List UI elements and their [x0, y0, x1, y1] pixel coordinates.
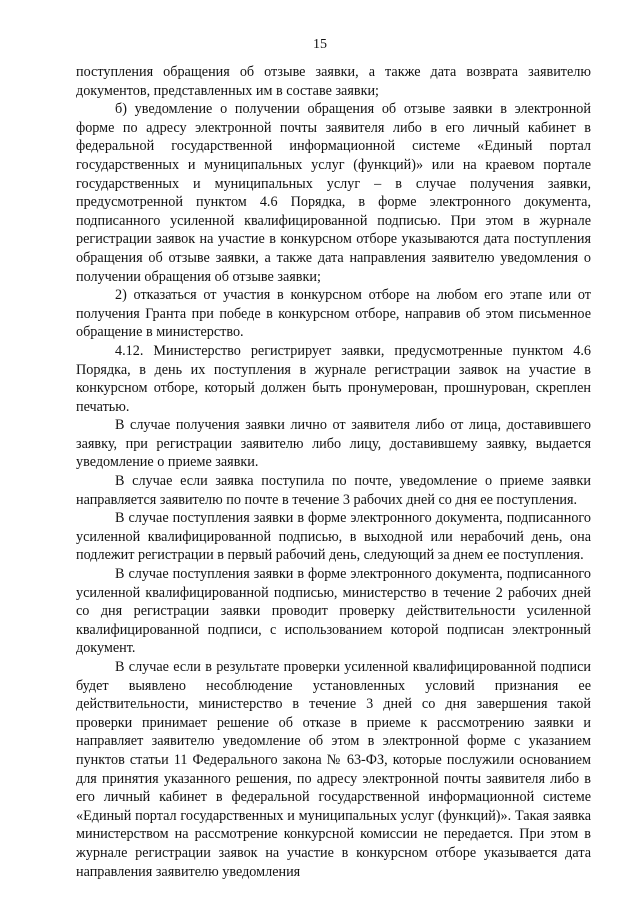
page-number: 15	[313, 37, 327, 52]
paragraph-item-2: 2) отказаться от участия в конкурсном отборе на любом его этапе или от получения Гранта при победе в конкурсном отборе, направив об этом письменное обращение в министерство.	[76, 287, 591, 341]
paragraph-signature-invalid: В случае если в результате проверки усиленной квалифицированной подписи будет выявлено несоблюдение установленных условий признания ее действительности, министерство в течение 3 дней со дня завершения такой проверки принимает решение об отказе в приеме к рассмотрению заявки и направляет заявителю уведомление об этом в электронной форме с указанием пунктов статьи 11 Федерального закона № 63-ФЗ, которые послужили основанием для принятия указанного решения, по адресу электронной почты заявителя либо в его личный кабинет в федеральной государственной информационной системе «Единый портал государственных и муниципальных услуг (функций)». Такая заявка министерством на рассмотрение конкурсной комиссии не передается. При этом в журнале регистрации заявок на участие в конкурсном отборе указывается дата направления заявителю уведомления	[76, 659, 591, 880]
paragraph-item-b: б) уведомление о получении обращения об отзыве заявки в электронной форме по адресу электронной почты заявителя либо в его личный кабинет в федеральной государственной информационной системе «Единый портал государственных и муниципальных услуг (функций)» или на краевом портале государственных и муниципальных услуг – в случае получения заявки, предусмотренной пунктом 4.6 Порядка, в форме электронного документа, подписанного усиленной квалифицированной подписью. При этом в журнале регистрации заявок на участие в конкурсном отборе указываются дата поступления обращения об отзыве заявки, а также дата направления заявителю уведомления о получении обращения об отзыве заявки;	[76, 101, 591, 285]
paragraph-postal-delivery: В случае если заявка поступила по почте, уведомление о приеме заявки направляется заявителю по почте в течение 3 рабочих дней со дня ее поступления.	[76, 473, 591, 508]
paragraph-personal-delivery: В случае получения заявки лично от заявителя либо от лица, доставившего заявку, при регистрации заявителю либо лицу, доставившему заявку, выдается уведомление о приеме заявки.	[76, 417, 591, 471]
page-body	[76, 63, 591, 881]
paragraph-continuation: поступления обращения об отзыве заявки, а также дата возврата заявителю документов, представленных им в составе заявки;	[76, 64, 591, 99]
paragraph-electronic-weekend: В случае поступления заявки в форме электронного документа, подписанного усиленной квалифицированной подписью, в выходной или нерабочий день, она подлежит регистрации в первый рабочий день, следующий за днем ее поступления.	[76, 510, 591, 564]
paragraph-signature-check: В случае поступления заявки в форме электронного документа, подписанного усиленной квалифицированной подписью, министерство в течение 2 рабочих дней со дня регистрации заявки проводит проверку действительности усиленной квалифицированной подписи, с использованием которой подписан электронный документ.	[76, 566, 591, 657]
paragraph-section-4-12: 4.12. Министерство регистрирует заявки, предусмотренные пунктом 4.6 Порядка, в день их поступления в журнале регистрации заявок на участие в конкурсном отборе, который должен быть пронумерован, прошнурован, скреплен печатью.	[76, 342, 591, 415]
